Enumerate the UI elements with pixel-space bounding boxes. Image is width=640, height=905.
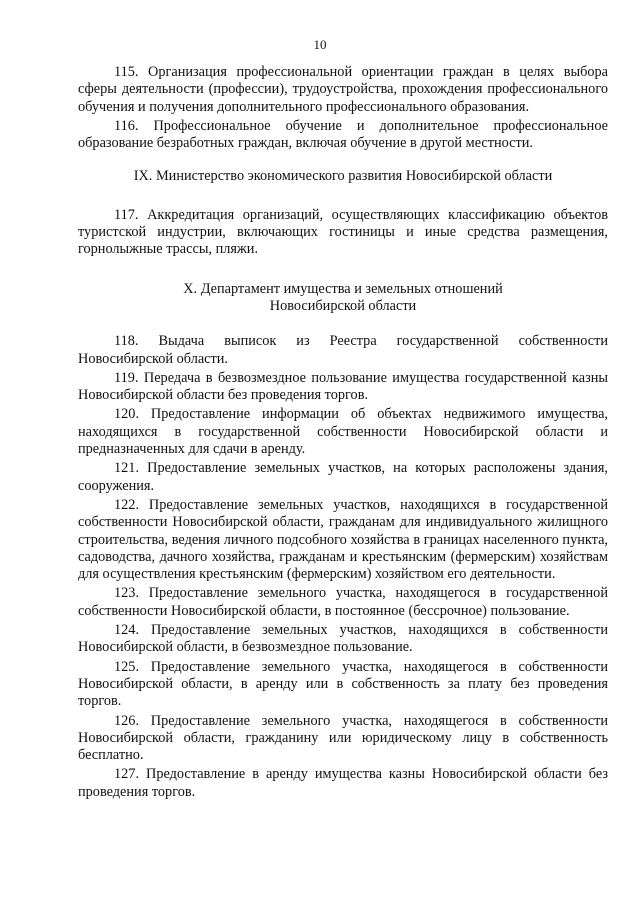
paragraph-118: 118. Выдача выписок из Реестра государственной собственности Новосибирской области. (78, 333, 608, 367)
section-heading-x-line2: Новосибирской области (269, 297, 417, 314)
paragraph-124: 124. Предоставление земельных участков, находящихся в собственности Новосибирской области, в безвозмездное пользование. (78, 622, 608, 656)
paragraph-122: 122. Предоставление земельных участков, находящихся в государственной собственности Новосибирской области, гражданам для индивидуального жилищного строительства, ведения личного подсобного хозяйства в границах населенного пункта, садоводства, дачного хозяйства, гражданам и крестьянским (фермерским) хозяйствам для осуществления крестьянским (фермерским) хозяйством его деятельности. (78, 496, 608, 583)
section-heading-x (78, 281, 608, 316)
paragraph-120: 120. Предоставление информации об объектах недвижимого имущества, находящихся в государственной собственности Новосибирской области и предназначенных для сдачи в аренду. (78, 406, 608, 458)
page-number: 10 (313, 37, 327, 52)
paragraph-125: 125. Предоставление земельного участка, находящегося в собственности Новосибирской области, в аренду или в собственность за плату без проведения торгов. (78, 658, 608, 710)
paragraph-123: 123. Предоставление земельного участка, находящегося в государственной собственности Новосибирской области, в постоянное (бессрочное) пользование. (78, 585, 608, 619)
paragraph-126: 126. Предоставление земельного участка, находящегося в собственности Новосибирской области, гражданину или юридическому лицу в собственность бесплатно. (78, 712, 608, 764)
document-body (78, 64, 608, 803)
paragraph-121: 121. Предоставление земельных участков, на которых расположены здания, сооружения. (78, 460, 608, 494)
paragraph-119: 119. Передача в безвозмездное пользование имущества государственной казны Новосибирской области без проведения торгов. (78, 369, 608, 404)
section-heading-x-line1: X. Департамент имущества и земельных отношений (183, 280, 503, 297)
paragraph-115: 115. Организация профессиональной ориентации граждан в целях выбора сферы деятельности (профессии), трудоустройства, прохождения профессионального обучения и получения дополнительного профессионального образования. (78, 64, 608, 115)
paragraph-116: 116. Профессиональное обучение и дополнительное профессиональное образование безработных граждан, включая обучение в другой местности. (78, 117, 608, 152)
section-heading-ix: IX. Министерство экономического развития Новосибирской области (133, 168, 553, 185)
paragraph-117: 117. Аккредитация организаций, осуществляющих классификацию объектов туристской индустрии, включающих гостиницы и иные средства размещения, горнолыжные трассы, пляжи. (78, 206, 608, 258)
paragraph-127: 127. Предоставление в аренду имущества казны Новосибирской области без проведения торгов. (78, 766, 608, 800)
